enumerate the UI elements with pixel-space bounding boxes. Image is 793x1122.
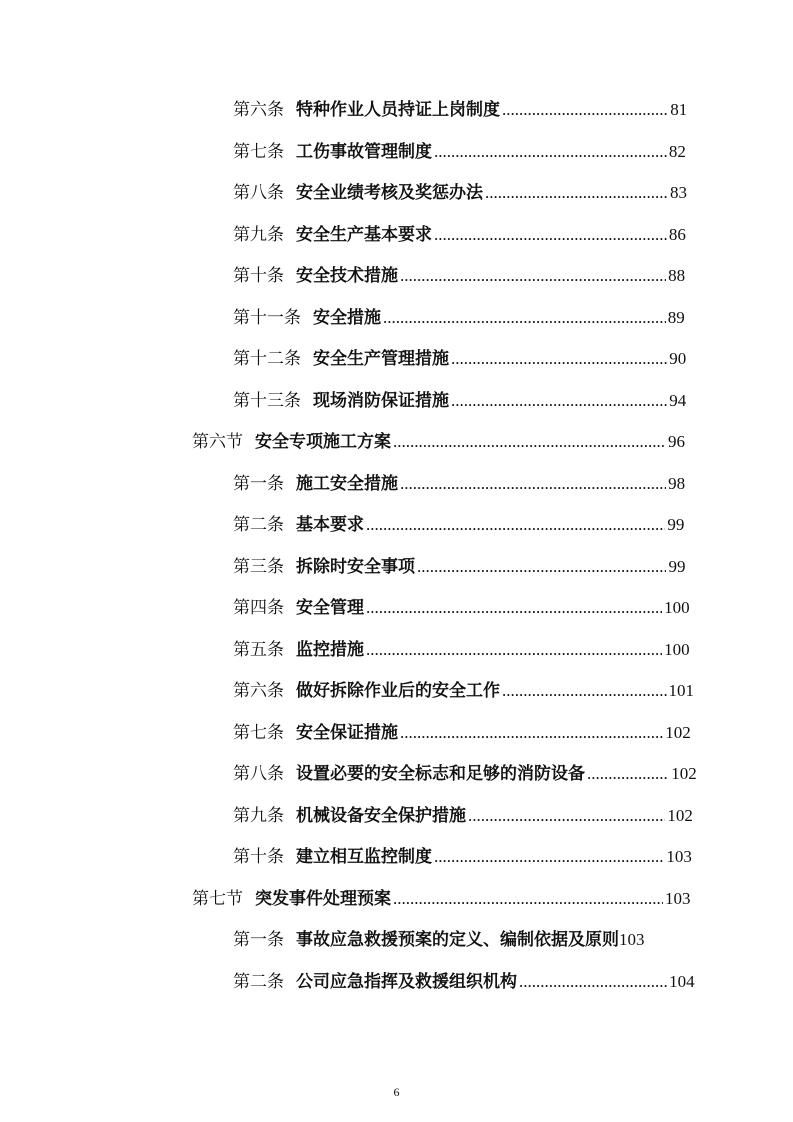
toc-entry[interactable] (0, 97, 793, 123)
entry-page: 88 (668, 266, 686, 285)
toc-entry[interactable] (0, 761, 793, 787)
entry-number: 第一条 (233, 474, 284, 494)
entry-number: 第四条 (233, 598, 284, 618)
entry-page: 103 (619, 930, 645, 949)
entry-title: 做好拆除作业后的安全工作 (296, 681, 500, 701)
dot-leader (451, 388, 667, 414)
entry-title: 设置必要的安全标志和足够的消防设备 (296, 764, 585, 784)
entry-number: 第三条 (233, 557, 284, 577)
dot-leader (587, 761, 669, 787)
dot-leader (434, 222, 667, 248)
entry-number: 第二条 (233, 972, 284, 992)
entry-title: 安全技术措施 (296, 266, 398, 286)
toc-entry[interactable] (0, 512, 793, 538)
entry-title: 工伤事故管理制度 (296, 142, 432, 162)
entry-page: 103 (666, 847, 692, 866)
toc-entry[interactable] (0, 471, 793, 497)
toc-section[interactable] (0, 886, 793, 912)
entry-number: 第五条 (233, 640, 284, 660)
dot-leader (400, 471, 666, 497)
toc-section[interactable] (0, 429, 793, 455)
entry-number: 第十二条 (233, 349, 301, 369)
entry-number: 第九条 (233, 225, 284, 245)
dot-leader (383, 305, 666, 331)
dot-leader (366, 595, 662, 621)
entry-page: 81 (670, 100, 688, 119)
entry-title: 特种作业人员持证上岗制度 (296, 100, 500, 120)
entry-page: 86 (668, 225, 686, 244)
entry-title: 安全管理 (296, 598, 364, 618)
toc-entry[interactable] (0, 139, 793, 165)
dot-leader (451, 346, 667, 372)
entry-number: 第十条 (233, 847, 284, 867)
entry-number: 第二条 (233, 515, 284, 535)
toc-entry[interactable] (0, 720, 793, 746)
entry-number: 第八条 (233, 183, 284, 203)
entry-title: 安全生产基本要求 (296, 225, 432, 245)
entry-number: 第六条 (233, 100, 284, 120)
section-title: 突发事件处理预案 (255, 889, 391, 909)
page-number: 6 (393, 1085, 400, 1099)
dot-leader (400, 720, 663, 746)
dot-leader (393, 429, 666, 455)
dot-leader (519, 969, 667, 995)
entry-number: 第一条 (233, 930, 284, 950)
entry-title: 安全生产管理措施 (313, 349, 449, 369)
entry-page: 99 (668, 557, 686, 576)
toc-entry[interactable] (0, 263, 793, 289)
entry-title: 机械设备安全保护措施 (296, 806, 466, 826)
toc-entry[interactable] (0, 803, 793, 829)
toc-entry[interactable] (0, 180, 793, 206)
entry-number: 第七条 (233, 142, 284, 162)
section-title: 安全专项施工方案 (255, 432, 391, 452)
entry-page: 94 (669, 391, 687, 410)
entry-page: 101 (668, 681, 695, 700)
entry-page: 104 (669, 972, 695, 991)
entry-title: 现场消防保证措施 (313, 391, 449, 411)
entry-number: 第十一条 (233, 308, 301, 328)
toc-entry[interactable] (0, 595, 793, 621)
toc-entry[interactable] (0, 388, 793, 414)
entry-title: 公司应急指挥及救援组织机构 (296, 972, 517, 992)
entry-page: 102 (667, 806, 693, 825)
entry-page: 99 (667, 515, 685, 534)
section-number: 第七节 (192, 889, 243, 909)
toc-entry[interactable] (0, 346, 793, 372)
toc-entry[interactable] (0, 927, 793, 953)
entry-page: 100 (664, 598, 690, 617)
dot-leader (502, 678, 667, 704)
dot-leader (366, 512, 665, 538)
entry-title: 安全保证措施 (296, 723, 398, 743)
toc-entry[interactable] (0, 844, 793, 870)
toc-entry[interactable] (0, 305, 793, 331)
toc-entry[interactable] (0, 678, 793, 704)
entry-number: 第八条 (233, 764, 284, 784)
entry-title: 施工安全措施 (296, 474, 398, 494)
dot-leader (417, 554, 666, 580)
entry-page: 89 (667, 308, 685, 327)
entry-title: 事故应急救援预案的定义、编制依据及原则 (296, 930, 619, 950)
dot-leader (434, 844, 664, 870)
entry-number: 第六条 (233, 681, 284, 701)
toc-entry[interactable] (0, 554, 793, 580)
entry-number: 第七条 (233, 723, 284, 743)
toc-entry[interactable] (0, 969, 793, 995)
section-page: 103 (665, 889, 691, 908)
entry-title: 建立相互监控制度 (296, 847, 432, 867)
toc-entry[interactable] (0, 637, 793, 663)
entry-page: 100 (664, 640, 690, 659)
toc-entry[interactable] (0, 222, 793, 248)
dot-leader (393, 886, 663, 912)
entry-page: 90 (669, 349, 687, 368)
dot-leader (400, 263, 666, 289)
entry-page: 102 (665, 723, 691, 742)
entry-page: 83 (669, 183, 687, 202)
entry-page: 102 (671, 764, 697, 783)
section-number: 第六节 (192, 432, 243, 452)
entry-page: 98 (668, 474, 686, 493)
dot-leader (366, 637, 662, 663)
entry-title: 安全业绩考核及奖惩办法 (296, 183, 483, 203)
entry-page: 82 (668, 142, 686, 161)
section-page: 96 (667, 432, 685, 451)
entry-number: 第九条 (233, 806, 284, 826)
entry-number: 第十三条 (233, 391, 301, 411)
entry-title: 拆除时安全事项 (296, 557, 415, 577)
entry-number: 第十条 (233, 266, 284, 286)
entry-title: 安全措施 (313, 308, 381, 328)
dot-leader (502, 97, 668, 123)
dot-leader (468, 803, 665, 829)
entry-title: 基本要求 (296, 515, 364, 535)
entry-title: 监控措施 (296, 640, 364, 660)
dot-leader (434, 139, 667, 165)
dot-leader (485, 180, 668, 206)
